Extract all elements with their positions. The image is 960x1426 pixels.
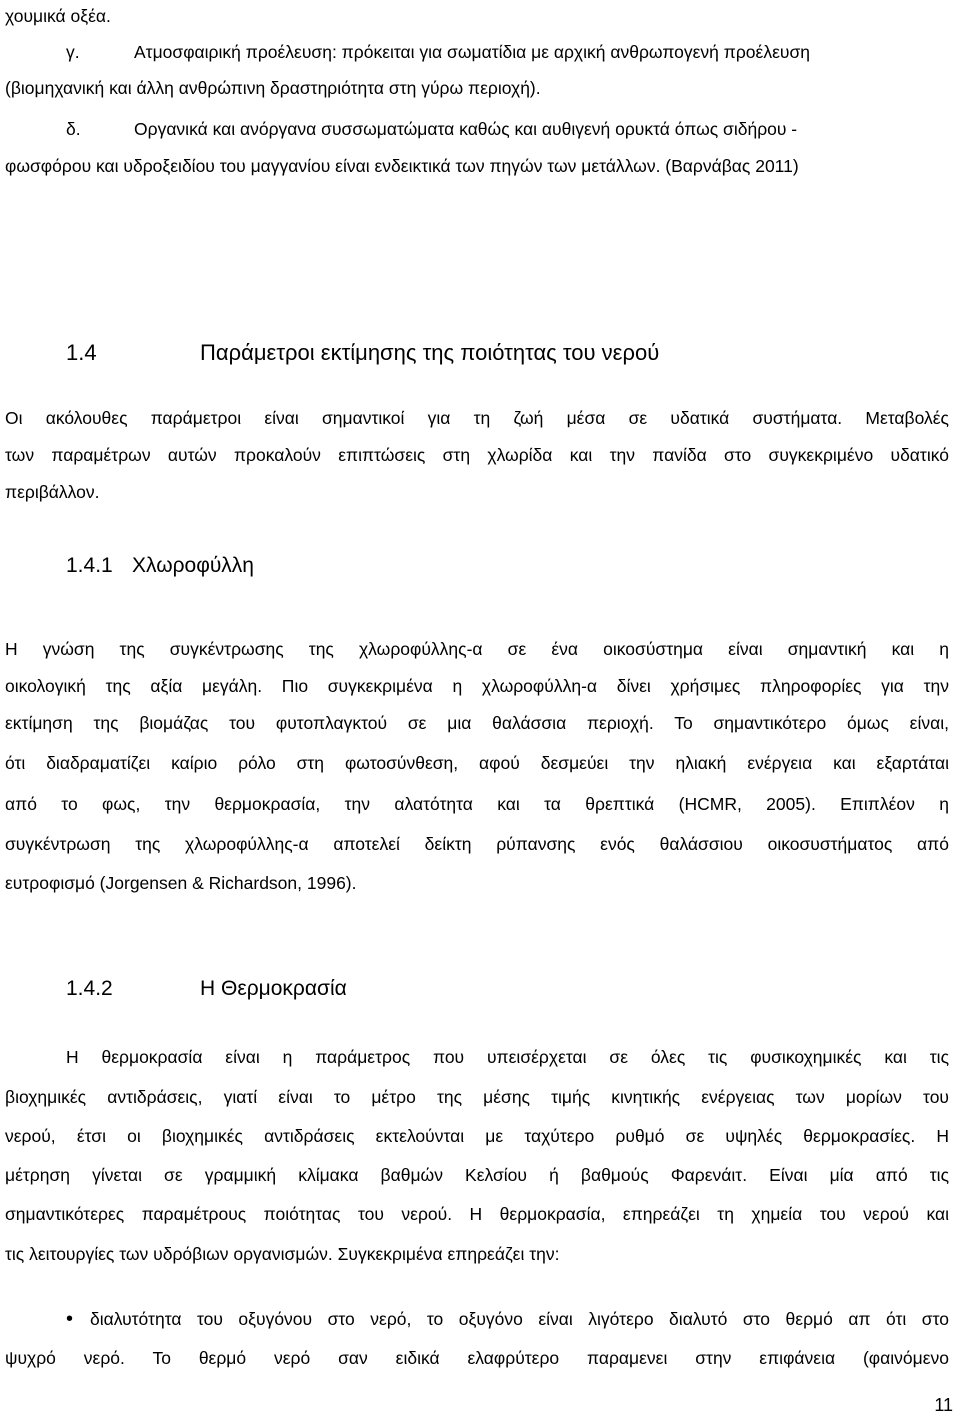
- bullet-item-text: διαλυτότητα του οξυγόνου στο νερό, το οξυγόνο είναι λιγότερο διαλυτό στο θερμό απ ότι στο: [90, 1309, 949, 1329]
- bullet-item-text-cont: ψυχρό νερό. Το θερμό νερό σαν ειδικά ελαφρύτερο παραμενει στην επιφάνεια (φαινόμενο: [5, 1348, 949, 1368]
- page-number: 11: [934, 1395, 953, 1415]
- paragraph-line: οικολογική της αξία μεγάλη. Πιο συγκεκριμένα η χλωροφύλλη-α δίνει χρήσιμες πληροφορίες για την: [5, 676, 949, 696]
- paragraph-line: από το φως, την θερμοκρασία, την αλατότητα και τα θρεπτικά (HCMR, 2005). Επιπλέον η: [5, 794, 949, 814]
- paragraph-line: νερού, έτσι οι βιοχημικές αντιδράσεις εκτελούνται με ταχύτερο ρυθμό σε υψηλές θερμοκρασίες. Η: [5, 1126, 949, 1146]
- subsection-title: Χλωροφύλλη: [132, 554, 254, 577]
- paragraph-line: Οι ακόλουθες παράμετροι είναι σημαντικοί για τη ζωή μέσα σε υδατικά συστήματα. Μεταβολές: [5, 408, 949, 428]
- paragraph-line: μέτρηση γίνεται σε γραμμική κλίμακα βαθμών Κελσίου ή βαθμούς Φαρενάιτ. Είναι μία από τις: [5, 1165, 949, 1185]
- paragraph-line: βιοχημικές αντιδράσεις, γιατί είναι το μέτρο της μέσης τιμής κινητικής ενέργειας των μορίων του: [5, 1087, 949, 1107]
- paragraph-line: ότι διαδραματίζει καίριο ρόλο στη φωτοσύνθεση, αφού δεσμεύει την ηλιακή ενέργεια και εξαρτάται: [5, 753, 949, 773]
- paragraph-line: τις λειτουργίες των υδρόβιων οργανισμών. Συγκεκριμένα επηρεάζει την:: [5, 1244, 560, 1264]
- section-heading-1-4-1: [66, 552, 254, 580]
- subsection-number: 1.4.2: [66, 977, 113, 1000]
- section-title: Παράμετροι εκτίμησης της ποιότητας του νερού: [200, 340, 660, 365]
- section-number: 1.4: [66, 340, 97, 365]
- list-item-g-text: Ατμοσφαιρική προέλευση: πρόκειται για σωματίδια με αρχική ανθρωπογενή προέλευση: [134, 42, 810, 62]
- list-marker-g: γ.: [66, 42, 80, 62]
- paragraph-line: των παραμέτρων αυτών προκαλούν επιπτώσεις στη χλωρίδα και την πανίδα στο συγκεκριμένο υδατικό: [5, 445, 949, 465]
- subsection-number: 1.4.1: [66, 554, 113, 577]
- intro-line: χουμικά οξέα.: [5, 6, 111, 26]
- list-item-d-text-cont: φωσφόρου και υδροξειδίου του μαγγανίου είναι ενδεικτικά των πηγών των μετάλλων. (Βαρνάβας 2011): [5, 156, 799, 176]
- paragraph-line: Η θερμοκρασία είναι η παράμετρος που υπεισέρχεται σε όλες τις φυσικοχημικές και τις: [66, 1047, 949, 1067]
- paragraph-line: περιβάλλον.: [5, 482, 100, 502]
- paragraph-line: εκτίμηση της βιομάζας του φυτοπλαγκτού σε μια θαλάσσια περιοχή. Το σημαντικότερο όμως είναι,: [5, 713, 949, 733]
- paragraph-line: σημαντικότερες παραμέτρους ποιότητας του νερού. Η θερμοκρασία, επηρεάζει τη χημεία του νερού και: [5, 1204, 949, 1224]
- paragraph-line: Η γνώση της συγκέντρωσης της χλωροφύλλης-α σε ένα οικοσύστημα είναι σημαντική και η: [5, 639, 949, 659]
- list-item-g-text-cont: (βιομηχανική και άλλη ανθρώπινη δραστηριότητα στη γύρω περιοχή).: [5, 78, 541, 98]
- section-heading-1-4: [66, 339, 660, 367]
- list-item-d-text: Οργανικά και ανόργανα συσσωματώματα καθώς και αυθιγενή ορυκτά όπως σιδήρου -: [134, 119, 798, 139]
- paragraph-line: συγκέντρωση της χλωροφύλλης-α αποτελεί δείκτη ρύπανσης ενός θαλάσσιου οικοσυστήματος από: [5, 834, 949, 854]
- list-marker-d: δ.: [66, 119, 81, 139]
- subsection-title: Η Θερμοκρασία: [200, 977, 347, 1000]
- paragraph-line: ευτροφισμό (Jorgensen & Richardson, 1996).: [5, 873, 357, 893]
- bullet-icon: •: [66, 1308, 74, 1330]
- section-heading-1-4-2: [66, 975, 347, 1003]
